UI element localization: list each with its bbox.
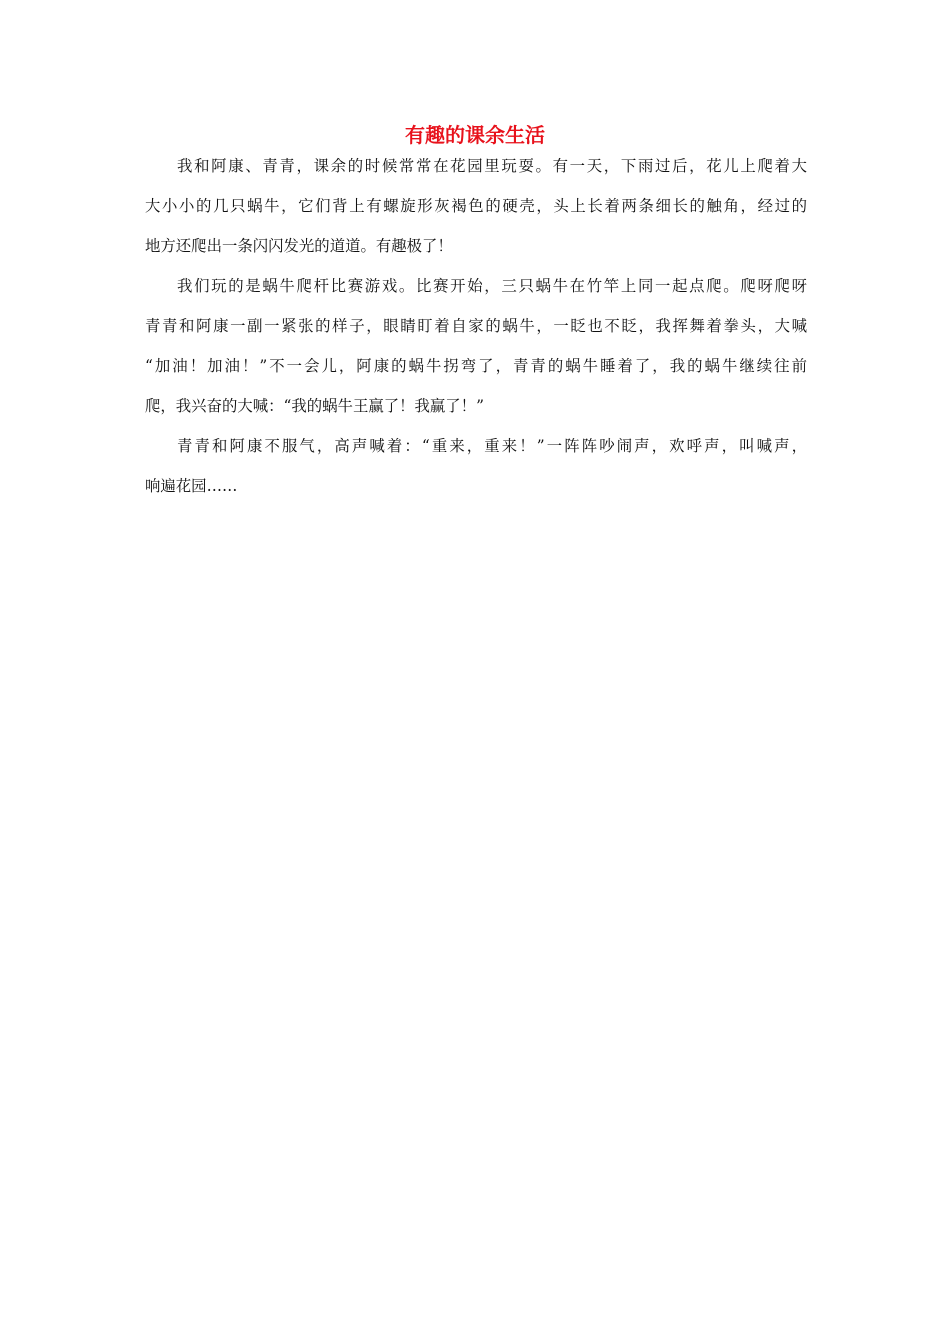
text-line: 我和阿康、青青，课余的时候常常在花园里玩耍。有一天，下雨过后，花儿上爬着大 bbox=[177, 157, 807, 175]
text-line: 爬，我兴奋的大喊：“我的蜗牛王赢了！我赢了！” bbox=[145, 397, 484, 415]
text-line: 青青和阿康不服气，高声喊着：“重来，重来！”一阵阵吵闹声，欢呼声，叫喊声， bbox=[177, 437, 807, 455]
document-title: 有趣的课余生活 bbox=[405, 123, 545, 147]
text-line: 响遍花园…… bbox=[145, 477, 238, 495]
text-line: 青青和阿康一副一紧张的样子，眼睛盯着自家的蜗牛，一眨也不眨，我挥舞着拳头，大喊 bbox=[145, 317, 807, 335]
document-body bbox=[145, 146, 807, 506]
text-line: 大小小的几只蜗牛，它们背上有螺旋形灰褐色的硬壳，头上长着两条细长的触角，经过的 bbox=[145, 197, 807, 215]
text-line: 地方还爬出一条闪闪发光的道道。有趣极了！ bbox=[145, 237, 453, 255]
text-line: “加油！加油！”不一会儿，阿康的蜗牛拐弯了，青青的蜗牛睡着了，我的蜗牛继续往前 bbox=[145, 357, 807, 375]
text-line: 我们玩的是蜗牛爬杆比赛游戏。比赛开始，三只蜗牛在竹竿上同一起点爬。爬呀爬呀 bbox=[177, 277, 807, 295]
